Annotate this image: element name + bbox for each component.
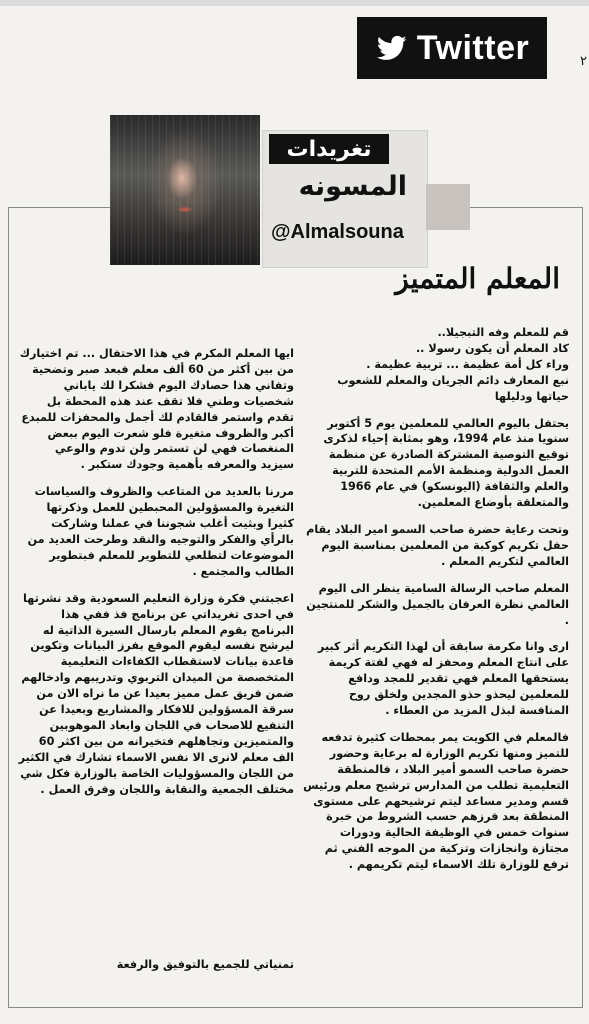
section-label: تغريدات [269,134,389,164]
decorative-square [426,184,470,230]
author-photo [110,115,260,265]
frame-divider [8,1007,583,1008]
paragraph: ارى وانا مكرمة سابقة أن لهذا التكريم أثر كبير على انتاج المعلم ومحفز له فهي لفتة كريمة يستحقها المعلم فهي تقدير للمجد ودافع للمعلمين ليحذو حذو المجدين ولخلق روح المنافسة لبذل المزيد من العطاء . [317,640,569,718]
twitter-bird-icon [375,33,409,63]
twitter-banner [357,17,547,79]
article-column-left [18,346,294,808]
author-box [262,130,428,268]
frame-divider [582,207,583,1007]
article-column-right [303,325,569,884]
paragraph: مررنا بالعديد من المتاعب والظروف والسياسات التغيرة والمسؤولين المحبطين للعمل وذكرتها كثيرا وبثيت أغلب شجوننا في عملنا وشاركت بالرأي والفكر والتوجيه والنقد وطرحت العديد من الموضوعات لتطلعي للتطوير للمعلم فبتطوير الطالب والمجتمع . [27,485,294,578]
paragraph: وتحت رعاية حضرة صاحب السمو امير البلاد يقام حفل تكريم كوكبة من المعلمين بمناسبة اليوم العالمي لتكريم المعلم . [306,522,569,568]
top-strip [0,0,589,6]
page-number: ٢ [580,54,587,69]
paragraph: ايها المعلم المكرم في هذا الاحتفال ... تم اختيارك من بين أكثر من 60 ألف معلم فبعد صبر وتضحية وتفاني هذا حصادك اليوم فشكرا لك ياباني شخصيات وطني فلا تقف عند هذه المحطة بل تقدم واستمر فالقادم لك أجمل والمحفزات للمبدع أكبر والظروف متغيرة فلو شعرت اليوم ببعض المنغصات فهي لن تستمر ولن تدوم والوعي سيزيد والمعرفه بأهمية وجودك ستكبر . [19,347,294,472]
paragraph: قم للمعلم وفه التبجيلا.. كاد المعلم أن يكون رسولا .. وراء كل أمة عظيمة ... تربية عظيمة . نبع المعارف دائم الجريان والمعلم للشعوب حياتها ودليلها [337,326,569,403]
author-name: المسونه [298,171,407,202]
frame-divider [470,207,582,208]
paragraph: فالمعلم في الكويت يمر بمحطات كثيرة تدفعه للتميز ومنها تكريم الوزارة له برعاية وحضور حضرة صاحب السمو أمير البلاد ، فالمنطقة التعليمية تطلب من المدارس ترشيح معلم ورئيس قسم ومدير مساعد ليتم ترشيحهم على مستوى المنطقة بعد فرزهم حسب الشروط من خبرة سنوات خمس في الوظيفة الحالية ودورات مجتازة وانجازات وتزكية من الموجه الفني ثم ترفع للوزارة تلك الاسماء ليتم تكريمهم . [303,730,569,872]
author-handle: @Almalsouna [271,221,404,243]
frame-divider [8,207,110,208]
frame-divider [8,207,9,1007]
paragraph: يحتفل باليوم العالمي للمعلمين يوم 5 أكتوبر سنويا منذ عام 1994، وهو بمثابة إحياء لذكرى توقيع التوصية المشتركة الصادرة عن منظمة العمل الدولية ومنظمة الأمم المتحدة للتربية والعلم والثقافة (اليونسكو) في عام 1966 والمتعلقة بأوضاع المعلمين. [323,416,569,510]
paragraph: المعلم صاحب الرسالة السامية ينظر الى اليوم العالمي نظرة العرفان بالجميل والشكر للمنتجين . [306,581,569,627]
article-title: المعلم المتميز [395,262,560,295]
twitter-wordmark: Twitter [416,28,530,67]
paragraph: اعجبتني فكرة وزارة التعليم السعودية وقد نشرتها في احدى تغريداتي عن برنامج فذ ففي هذا البرنامج يقوم المعلم بارسال السيرة الذاتية له ليرشح نفسه ليقوم الموقع بفرز البيانات وتكوين قاعدة بيانات لاستقطاب الكفاءات التعليمية المتخصصة من الميدان التربوي وتدريبهم وادخالهم ضمن فريق عمل مميز بعيدا عن ما نراه الان من سرقة المسؤولين للافكار والمشاريع وبعيدا عن التنفيع للاصحاب في اللجان وابعاد الموهوبين والمتميزين وتجاهلهم فتخيرانه من بين اكثر 60 الف معلم لانرى الا نفس الاسماء تشارك في الكثير من اللجان والمسؤوليات الخاصة بالوزارة فكل شي مختلف الجمعية والنقابة واللجان وفرق العمل . [18,591,294,796]
closing-line: تمنياتي للجميع بالتوفيق والرفعة [116,958,294,971]
